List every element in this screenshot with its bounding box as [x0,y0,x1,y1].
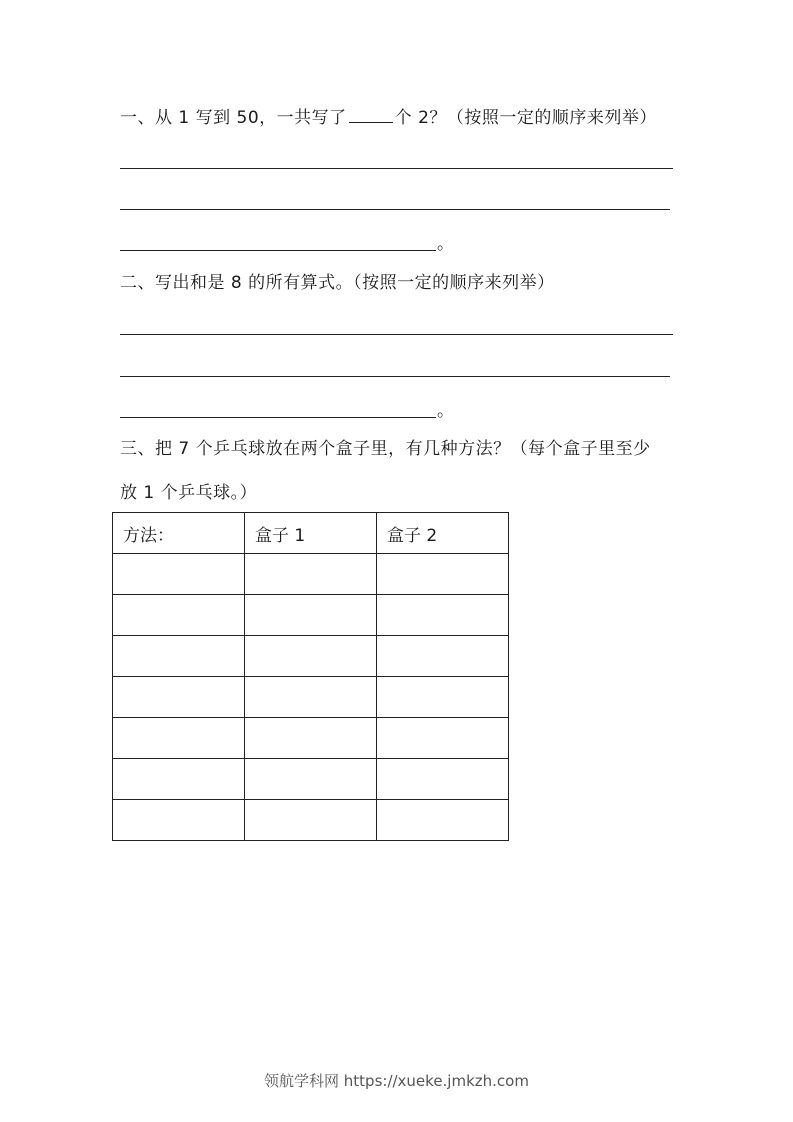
question-1-text-before: 一、从 1 写到 50，一共写了 [120,108,347,128]
footer-watermark: 领航学科网 https://xueke.jmkzh.com [264,1072,529,1090]
table-row [113,759,509,800]
table-header-row [113,513,509,554]
answer-line-1-2[interactable] [120,209,670,210]
question-2: 二、写出和是 8 的所有算式。（按照一定的顺序来列举） [120,273,555,293]
table-cell[interactable] [245,554,377,595]
table-cell[interactable] [377,800,509,841]
question-1-text-after: 个 2？（按照一定的顺序来列举） [394,108,657,128]
question-3-line-1: 三、把 7 个乒乓球放在两个盒子里，有几种方法？（每个盒子里至少 [120,439,651,459]
answer-line-2-1[interactable] [120,334,673,335]
table-row [113,636,509,677]
table-cell[interactable] [113,595,245,636]
answer-table [112,512,509,841]
table-row [113,718,509,759]
table-cell[interactable] [377,677,509,718]
question-1 [120,104,657,130]
table-cell[interactable] [113,636,245,677]
table-cell[interactable] [113,800,245,841]
table-cell[interactable] [377,636,509,677]
table-cell[interactable] [113,677,245,718]
table-cell[interactable] [377,759,509,800]
table-cell[interactable] [245,677,377,718]
table-cell[interactable] [245,800,377,841]
table-cell[interactable] [245,718,377,759]
table-header-method: 方法： [113,513,245,554]
table-cell[interactable] [245,595,377,636]
table-row [113,595,509,636]
table-row [113,677,509,718]
answer-period-2: 。 [437,401,454,421]
question-1-blank[interactable] [349,104,393,123]
answer-line-2-2[interactable] [120,376,670,377]
table-cell[interactable] [377,595,509,636]
question-3-line-2: 放 1 个乒乓球。） [120,483,258,503]
table-cell[interactable] [113,718,245,759]
answer-period-1: 。 [437,234,454,254]
table-cell[interactable] [377,554,509,595]
answer-line-1-3[interactable] [120,250,436,251]
table-cell[interactable] [113,554,245,595]
table-row [113,800,509,841]
table-cell[interactable] [245,636,377,677]
answer-line-2-3[interactable] [120,417,436,418]
table-header-box-2: 盒子 2 [377,513,509,554]
table-cell[interactable] [377,718,509,759]
table-header-box-1: 盒子 1 [245,513,377,554]
table-cell[interactable] [245,759,377,800]
table-row [113,554,509,595]
answer-line-1-1[interactable] [120,168,673,169]
table-cell[interactable] [113,759,245,800]
